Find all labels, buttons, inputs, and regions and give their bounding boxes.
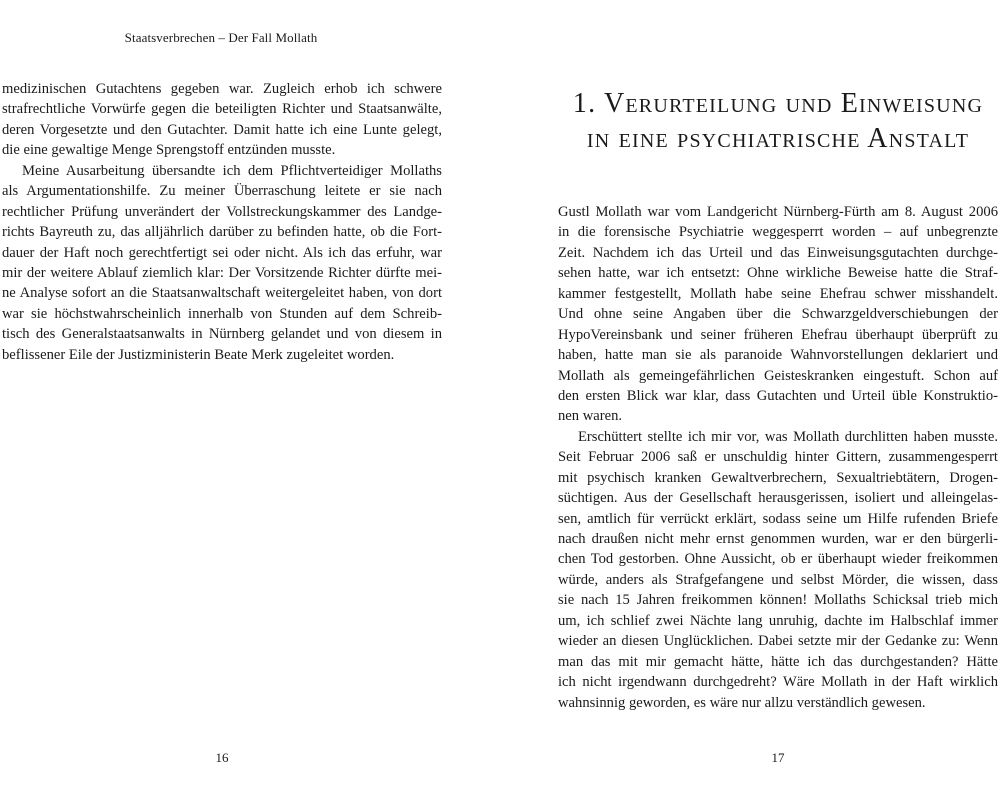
text-line: chen Tod gestorben. Ohne Aussicht, ob er überhaupt wieder freikommen bbox=[558, 551, 998, 568]
text-line: sen, amtlich für verrückt erklärt, sodass seine um Hilfe rufenden Briefe bbox=[558, 510, 998, 527]
text-line: strafrechtliche Vorwürfe gegen die beteiligten Richter und Staatsanwälte, bbox=[2, 101, 442, 118]
text-line: HypoVereinsbank und seiner früheren Ehefrau überhaupt überprüft zu bbox=[558, 326, 998, 343]
text-line: sehen hatte, war ich entsetzt: Ohne wirkliche Beweise hatte die Straf- bbox=[558, 265, 998, 282]
text-line: mit psychisch kranken Gewaltverbrechern, Sexualtriebtätern, Drogen- bbox=[558, 469, 998, 486]
running-head: Staatsverbrechen – Der Fall Mollath bbox=[124, 30, 318, 45]
chapter-heading-line-1: 1. Verurteilung und Einweisung bbox=[572, 88, 984, 119]
text-line: ne Analyse sofort an die Staatsanwaltschaft weitergeleitet haben, von dort bbox=[2, 285, 442, 302]
right-body-text bbox=[558, 202, 998, 713]
text-line: nach draußen nicht mehr ernst genommen wurden, war er den bürgerli- bbox=[558, 531, 998, 547]
text-line: rechtlicher Prüfung unverändert der Vollstreckungskammer des Landge- bbox=[2, 203, 442, 220]
page-number-right: 17 bbox=[771, 750, 785, 765]
text-line: medizinischen Gutachtens gegeben war. Zugleich erhob ich schwere bbox=[2, 81, 442, 97]
text-line: die eine gewaltige Menge Sprengstoff entzünden musste. bbox=[2, 142, 336, 159]
page-number-left: 16 bbox=[215, 750, 229, 765]
text-line: deren Vorgesetzte und den Gutachter. Damit hatte ich eine Lunte gelegt, bbox=[2, 121, 442, 138]
text-line: wieder an diesen Unglücklichen. Dabei setzte mir der Gedanke zu: Wenn bbox=[558, 633, 998, 650]
right-page bbox=[500, 0, 1000, 800]
text-line: den ersten Blick war klar, dass Gutachten und Urteil üble Konstruktio- bbox=[558, 387, 998, 404]
text-line: ich nicht irgendwann durchgedreht? Wäre Mollath in der Haft wirklich bbox=[558, 674, 998, 691]
text-line: als Argumentationshilfe. Zu meiner Überraschung leitete er sie nach bbox=[2, 183, 442, 200]
text-line: haben, hatte man sie als paranoide Wahnvorstellungen deklariert und bbox=[558, 347, 998, 364]
text-line: um, ich schlief zwei Nächte lang unruhig, dachte im Halbschlaf immer bbox=[558, 612, 998, 629]
text-line: Mollath als gemeingefährlichen Geisteskranken eingestuft. Schon auf bbox=[558, 367, 998, 384]
text-line: Erschüttert stellte ich mir vor, was Mollath durchlitten haben musste. bbox=[578, 428, 998, 445]
text-line: süchtigen. Aus der Gesellschaft herausgerissen, isoliert und alleingelas- bbox=[558, 490, 998, 507]
text-line: würde, anders als Strafgefangene und selbst Mörder, die wissen, dass bbox=[558, 571, 998, 588]
text-line: war sie höchstwahrscheinlich innerhalb von Stunden auf dem Schreib- bbox=[2, 305, 442, 322]
text-line: Zeit. Nachdem ich das Urteil und das Einweisungsgutachten durchge- bbox=[558, 244, 998, 261]
text-line: dauer der Haft noch gerechtfertigt sei oder nicht. Als ich das erfuhr, war bbox=[2, 244, 442, 261]
text-line: nen waren. bbox=[558, 408, 623, 425]
text-line: Meine Ausarbeitung übersandte ich dem Pflichtverteidiger Mollaths bbox=[22, 162, 442, 179]
text-line: mir der weitere Ablauf ziemlich klar: Der Vorsitzende Richter dürfte mei- bbox=[2, 264, 442, 281]
paragraph bbox=[558, 427, 998, 713]
text-line: Gustl Mollath war vom Landgericht Nürnberg-Fürth am 8. August 2006 bbox=[558, 204, 998, 220]
paragraph bbox=[558, 202, 998, 427]
text-line: tisch des Generalstaatsanwalts in Nürnberg gelandet und von diesem in bbox=[2, 326, 442, 343]
paragraph bbox=[2, 161, 442, 365]
text-line: Seit Februar 2006 saß er unschuldig hinter Gittern, zusammengesperrt bbox=[558, 449, 998, 466]
text-line: man das mit mir gemacht hätte, hätte ich das durchgestanden? Hätte bbox=[558, 653, 998, 670]
text-line: beflissener Eile der Justizministerin Beate Merk zugeleitet worden. bbox=[2, 346, 395, 363]
text-line: richts Bayreuth zu, das alljährlich darüber zu befinden hatte, ob die Fort- bbox=[2, 224, 442, 241]
text-line: in die forensische Psychiatrie weggesperrt worden – auf unbegrenzte bbox=[558, 224, 998, 241]
chapter-heading-line-2: in eine psychiatrische Anstalt bbox=[586, 123, 970, 154]
text-line: Und ohne seine Angaben über die Schwarzgeldverschiebungen der bbox=[558, 306, 998, 323]
text-line: sie nach 15 Jahren freikommen können! Mollaths Schicksal trieb mich bbox=[558, 592, 998, 609]
text-line: kammer festgestellt, Mollath habe seine Ehefrau schwer misshandelt. bbox=[558, 285, 998, 302]
chapter-heading bbox=[558, 86, 998, 156]
paragraph bbox=[2, 79, 442, 161]
left-body-text bbox=[2, 79, 442, 365]
text-line: wahnsinnig geworden, es wäre nur allzu verständlich gewesen. bbox=[558, 694, 926, 711]
